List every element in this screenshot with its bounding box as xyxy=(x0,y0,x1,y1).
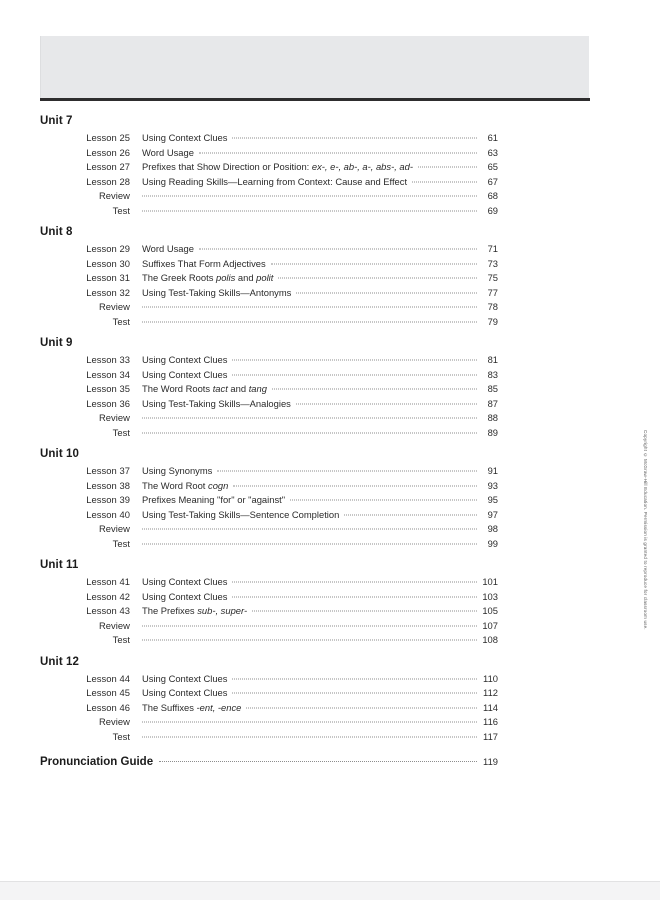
toc-entry-label: Lesson 32 xyxy=(86,286,130,298)
pronunciation-guide-row[interactable] xyxy=(40,756,498,768)
pronunciation-guide-label: Pronunciation Guide xyxy=(40,756,154,768)
toc-entry-label: Lesson 30 xyxy=(86,257,130,269)
toc-entry-page-number: 87 xyxy=(487,397,498,409)
leader-dots xyxy=(344,514,477,515)
toc-entry-label: Review xyxy=(98,716,130,727)
toc-entry-row[interactable] xyxy=(40,175,498,190)
leader-dots xyxy=(232,678,477,679)
leader-dots xyxy=(159,761,477,762)
table-of-contents xyxy=(40,114,498,768)
toc-entry-label: Lesson 34 xyxy=(86,368,130,380)
toc-entry-page-number: 63 xyxy=(487,146,498,158)
toc-entry-label: Test xyxy=(112,634,130,645)
unit-heading: Unit 8 xyxy=(40,226,73,238)
toc-entry-label: Lesson 38 xyxy=(86,479,130,491)
toc-entry-page-number: 114 xyxy=(483,701,498,713)
toc-entry-label: Lesson 29 xyxy=(86,243,130,254)
toc-entry-label: Lesson 44 xyxy=(86,672,130,684)
toc-entry-title: Using Test-Taking Skills—Analogies xyxy=(142,397,291,409)
leader-dots xyxy=(232,693,477,694)
leader-dots xyxy=(142,307,477,308)
toc-entry-label: Lesson 45 xyxy=(86,687,130,698)
toc-entry-title: Using Test-Taking Skills—Antonyms xyxy=(142,286,292,298)
leader-dots xyxy=(278,278,477,279)
toc-entry-page-number: 73 xyxy=(487,257,498,269)
toc-entry-row[interactable] xyxy=(40,619,498,634)
toc-entry-label: Test xyxy=(112,426,130,438)
toc-entry-row[interactable] xyxy=(40,160,498,175)
toc-entry-title: Prefixes Meaning "for" or "against" xyxy=(142,494,286,505)
toc-entry-page-number: 91 xyxy=(487,465,498,476)
leader-dots xyxy=(142,210,477,211)
unit-heading: Unit 9 xyxy=(40,337,73,349)
unit-block xyxy=(40,114,498,218)
toc-entry-label: Lesson 46 xyxy=(86,701,130,713)
toc-entry-label: Test xyxy=(112,204,130,216)
unit-block xyxy=(40,447,498,551)
toc-entry-page-number: 108 xyxy=(482,634,498,645)
leader-dots xyxy=(418,167,477,168)
toc-entry-title: Word Usage xyxy=(142,146,194,158)
toc-entry-page-number: 105 xyxy=(482,605,498,616)
toc-entry-page-number: 117 xyxy=(483,730,498,742)
toc-entry-label: Lesson 40 xyxy=(86,508,130,520)
toc-entry-page-number: 75 xyxy=(487,272,498,283)
unit-block xyxy=(40,225,498,329)
toc-entry-title: Word Usage xyxy=(142,243,194,254)
leader-dots xyxy=(199,249,477,250)
leader-dots xyxy=(142,543,477,544)
toc-entry-label: Lesson 28 xyxy=(86,175,130,187)
toc-entry-title: Using Test-Taking Skills—Sentence Completion xyxy=(142,508,340,520)
leader-dots xyxy=(271,263,477,264)
leader-dots xyxy=(142,529,477,530)
toc-entry-label: Review xyxy=(98,190,130,201)
toc-entry-title: The Greek Roots polis and polit xyxy=(142,272,274,283)
toc-entry-row[interactable] xyxy=(40,537,498,552)
toc-entry-title: Using Context Clues xyxy=(142,590,228,602)
toc-entry-label: Lesson 35 xyxy=(86,383,130,394)
toc-entry-label: Test xyxy=(112,537,130,549)
toc-entry-row[interactable] xyxy=(40,464,498,479)
leader-dots xyxy=(142,321,477,322)
toc-entry-label: Lesson 41 xyxy=(86,576,130,587)
toc-entry-row[interactable] xyxy=(40,300,498,315)
toc-entry-row[interactable] xyxy=(40,508,498,523)
leader-dots xyxy=(142,722,477,723)
page-header-band xyxy=(40,36,589,98)
toc-entry-page-number: 89 xyxy=(487,426,498,438)
toc-entry-page-number: 67 xyxy=(487,175,498,187)
toc-entry-row[interactable] xyxy=(40,633,498,648)
leader-dots xyxy=(142,418,477,419)
leader-dots xyxy=(142,640,477,641)
toc-entry-title: Suffixes That Form Adjectives xyxy=(142,257,266,269)
leader-dots xyxy=(142,196,477,197)
toc-entry-label: Review xyxy=(98,301,130,312)
leader-dots xyxy=(272,389,477,390)
toc-entry-page-number: 61 xyxy=(487,132,498,143)
toc-entry-row[interactable] xyxy=(40,257,498,272)
toc-entry-page-number: 83 xyxy=(487,368,498,380)
toc-entry-label: Lesson 37 xyxy=(86,465,130,476)
leader-dots xyxy=(142,432,477,433)
toc-entry-row[interactable] xyxy=(40,397,498,412)
toc-entry-page-number: 71 xyxy=(487,243,498,254)
toc-entry-page-number: 110 xyxy=(483,672,498,684)
toc-entry-label: Review xyxy=(98,619,130,631)
toc-entry-page-number: 103 xyxy=(482,590,498,602)
toc-entry-row[interactable] xyxy=(40,368,498,383)
toc-entry-title: Using Context Clues xyxy=(142,672,228,684)
toc-entry-label: Lesson 42 xyxy=(86,590,130,602)
leader-dots xyxy=(217,471,477,472)
toc-entry-label: Review xyxy=(98,523,130,534)
toc-entry-label: Lesson 33 xyxy=(86,354,130,365)
toc-entry-title: Using Context Clues xyxy=(142,354,228,365)
toc-entry-title: Using Synonyms xyxy=(142,465,213,476)
toc-entry-page-number: 112 xyxy=(483,687,498,698)
toc-entry-row[interactable] xyxy=(40,493,498,508)
toc-entry-title: Using Context Clues xyxy=(142,576,228,587)
toc-entry-row[interactable] xyxy=(40,575,498,590)
leader-dots xyxy=(233,485,477,486)
toc-entry-row[interactable] xyxy=(40,715,498,730)
toc-entry-row[interactable] xyxy=(40,701,498,716)
toc-entry-row[interactable] xyxy=(40,382,498,397)
leader-dots xyxy=(199,152,477,153)
toc-entry-row[interactable] xyxy=(40,730,498,745)
toc-entry-row[interactable] xyxy=(40,271,498,286)
leader-dots xyxy=(296,403,477,404)
unit-block xyxy=(40,558,498,648)
header-divider-rule xyxy=(40,98,590,101)
toc-entry-title: Using Context Clues xyxy=(142,368,228,380)
toc-entry-page-number: 81 xyxy=(487,354,498,365)
toc-entry-label: Lesson 36 xyxy=(86,397,130,409)
toc-entry-title: The Word Root cogn xyxy=(142,479,229,491)
toc-entry-page-number: 69 xyxy=(487,204,498,216)
toc-entry-title: Using Context Clues xyxy=(142,687,228,698)
toc-entry-page-number: 85 xyxy=(487,383,498,394)
toc-entry-row[interactable] xyxy=(40,189,498,204)
leader-dots xyxy=(232,138,477,139)
toc-entry-label: Lesson 31 xyxy=(86,272,130,283)
toc-entry-title: The Word Roots tact and tang xyxy=(142,383,267,394)
toc-entry-row[interactable] xyxy=(40,672,498,687)
toc-entry-page-number: 98 xyxy=(487,523,498,534)
toc-entry-page-number: 95 xyxy=(487,494,498,505)
toc-entry-page-number: 88 xyxy=(487,412,498,423)
unit-heading: Unit 10 xyxy=(40,448,80,460)
toc-entry-row[interactable] xyxy=(40,686,498,701)
toc-entry-page-number: 97 xyxy=(487,508,498,520)
toc-entry-page-number: 116 xyxy=(483,716,498,727)
unit-block xyxy=(40,655,498,745)
leader-dots xyxy=(232,360,477,361)
toc-entry-row[interactable] xyxy=(40,426,498,441)
toc-entry-label: Lesson 25 xyxy=(86,132,130,143)
toc-entry-title: Using Context Clues xyxy=(142,132,228,143)
leader-dots xyxy=(412,181,477,182)
leader-dots xyxy=(252,611,477,612)
toc-entry-label: Lesson 43 xyxy=(86,605,130,616)
toc-entry-row[interactable] xyxy=(40,286,498,301)
toc-entry-page-number: 101 xyxy=(482,576,498,587)
toc-entry-row[interactable] xyxy=(40,411,498,426)
toc-entry-page-number: 65 xyxy=(487,161,498,172)
toc-entry-row[interactable] xyxy=(40,315,498,330)
leader-dots xyxy=(142,736,477,737)
copyright-notice: Copyright © McGraw-Hill Education. Permission is granted to reproduce for classroom use. xyxy=(643,430,648,630)
toc-entry-title: The Prefixes sub-, super- xyxy=(142,605,248,616)
toc-entry-title: The Suffixes -ent, -ence xyxy=(142,701,242,713)
toc-entry-page-number: 78 xyxy=(487,301,498,312)
leader-dots xyxy=(290,500,477,501)
toc-entry-title: Using Reading Skills—Learning from Context: Cause and Effect xyxy=(142,175,408,187)
leader-dots xyxy=(232,596,477,597)
leader-dots xyxy=(142,625,477,626)
toc-entry-title: Prefixes that Show Direction or Position: ex-, e-, ab-, a-, abs-, ad- xyxy=(142,161,413,172)
unit-heading: Unit 7 xyxy=(40,115,73,127)
toc-entry-page-number: 107 xyxy=(482,619,498,631)
pronunciation-guide-page-number: 119 xyxy=(483,756,498,767)
toc-entry-label: Test xyxy=(112,730,130,742)
toc-entry-label: Lesson 39 xyxy=(86,494,130,505)
leader-dots xyxy=(246,707,477,708)
toc-entry-page-number: 93 xyxy=(487,479,498,491)
toc-entry-page-number: 79 xyxy=(487,315,498,327)
toc-entry-row[interactable] xyxy=(40,242,498,257)
toc-entry-row[interactable] xyxy=(40,479,498,494)
toc-entry-row[interactable] xyxy=(40,353,498,368)
unit-block xyxy=(40,336,498,440)
page-footer-band xyxy=(0,881,660,900)
toc-entry-label: Test xyxy=(112,315,130,327)
toc-entry-row[interactable] xyxy=(40,604,498,619)
toc-entry-row[interactable] xyxy=(40,146,498,161)
unit-heading: Unit 11 xyxy=(40,559,79,571)
toc-entry-page-number: 99 xyxy=(487,537,498,549)
toc-entry-row[interactable] xyxy=(40,590,498,605)
leader-dots xyxy=(232,582,477,583)
leader-dots xyxy=(232,374,477,375)
leader-dots xyxy=(296,292,477,293)
toc-entry-row[interactable] xyxy=(40,204,498,219)
toc-entry-label: Review xyxy=(98,412,130,423)
toc-entry-label: Lesson 26 xyxy=(86,146,130,158)
unit-heading: Unit 12 xyxy=(40,655,80,668)
toc-entry-row[interactable] xyxy=(40,131,498,146)
toc-entry-page-number: 77 xyxy=(487,286,498,298)
toc-entry-row[interactable] xyxy=(40,522,498,537)
toc-entry-label: Lesson 27 xyxy=(86,161,130,172)
toc-entry-page-number: 68 xyxy=(487,190,498,201)
